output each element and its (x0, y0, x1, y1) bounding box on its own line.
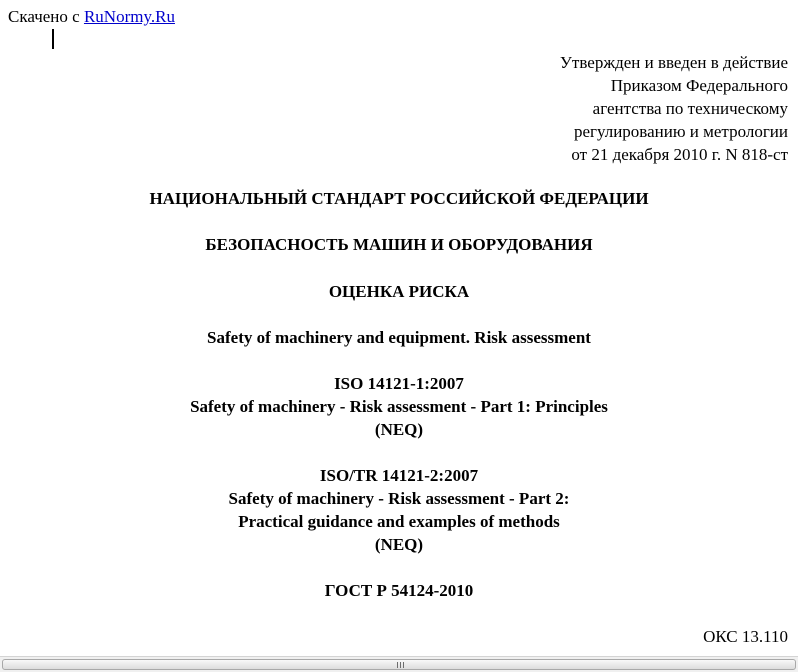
approval-line: Приказом Федерального (610, 76, 788, 95)
scrollbar-thumb[interactable] (2, 659, 796, 670)
iso-reference-1-title: Safety of machinery - Risk assessment - Part 1: Principles (190, 397, 608, 416)
approval-block (468, 51, 788, 166)
source-line (8, 7, 175, 27)
iso-reference-1-code: ISO 14121-1:2007 (334, 374, 464, 393)
approval-line: Утвержден и введен в действие (559, 53, 788, 72)
approval-line: агентства по техническому (592, 99, 788, 118)
source-prefix: Скачено с (8, 7, 80, 26)
iso-reference-1 (0, 372, 798, 441)
approval-line: от 21 декабря 2010 г. N 818-ст (571, 145, 788, 164)
sub-title (0, 280, 798, 303)
main-title (0, 233, 798, 256)
english-title (0, 326, 798, 349)
iso-reference-2-title-line1: Safety of machinery - Risk assessment - Part 2: (228, 489, 570, 508)
english-title-text: Safety of machinery and equipment. Risk assessment (207, 328, 591, 347)
national-standard-text: НАЦИОНАЛЬНЫЙ СТАНДАРТ РОССИЙСКОЙ ФЕДЕРАЦИИ (149, 189, 649, 208)
national-standard-heading (0, 187, 798, 210)
iso-reference-2 (0, 464, 798, 556)
horizontal-scrollbar[interactable] (0, 656, 798, 672)
iso-reference-2-code: ISO/TR 14121-2:2007 (319, 466, 479, 485)
text-cursor (52, 29, 54, 49)
gost-number (0, 579, 798, 602)
sub-title-text: ОЦЕНКА РИСКА (328, 282, 470, 301)
grip-icon (396, 662, 406, 668)
iso-reference-1-status: (NEQ) (374, 420, 424, 439)
approval-line: регулированию и метрологии (573, 122, 788, 141)
runormy-link[interactable]: RuNormy.Ru (83, 7, 175, 26)
iso-reference-2-status: (NEQ) (374, 535, 424, 554)
oks-code: ОКС 13.110 (703, 627, 788, 646)
main-title-text: БЕЗОПАСНОСТЬ МАШИН И ОБОРУДОВАНИЯ (205, 235, 593, 254)
iso-reference-2-title-line2: Practical guidance and examples of methods (238, 512, 560, 531)
gost-number-text: ГОСТ Р 54124-2010 (324, 581, 474, 600)
